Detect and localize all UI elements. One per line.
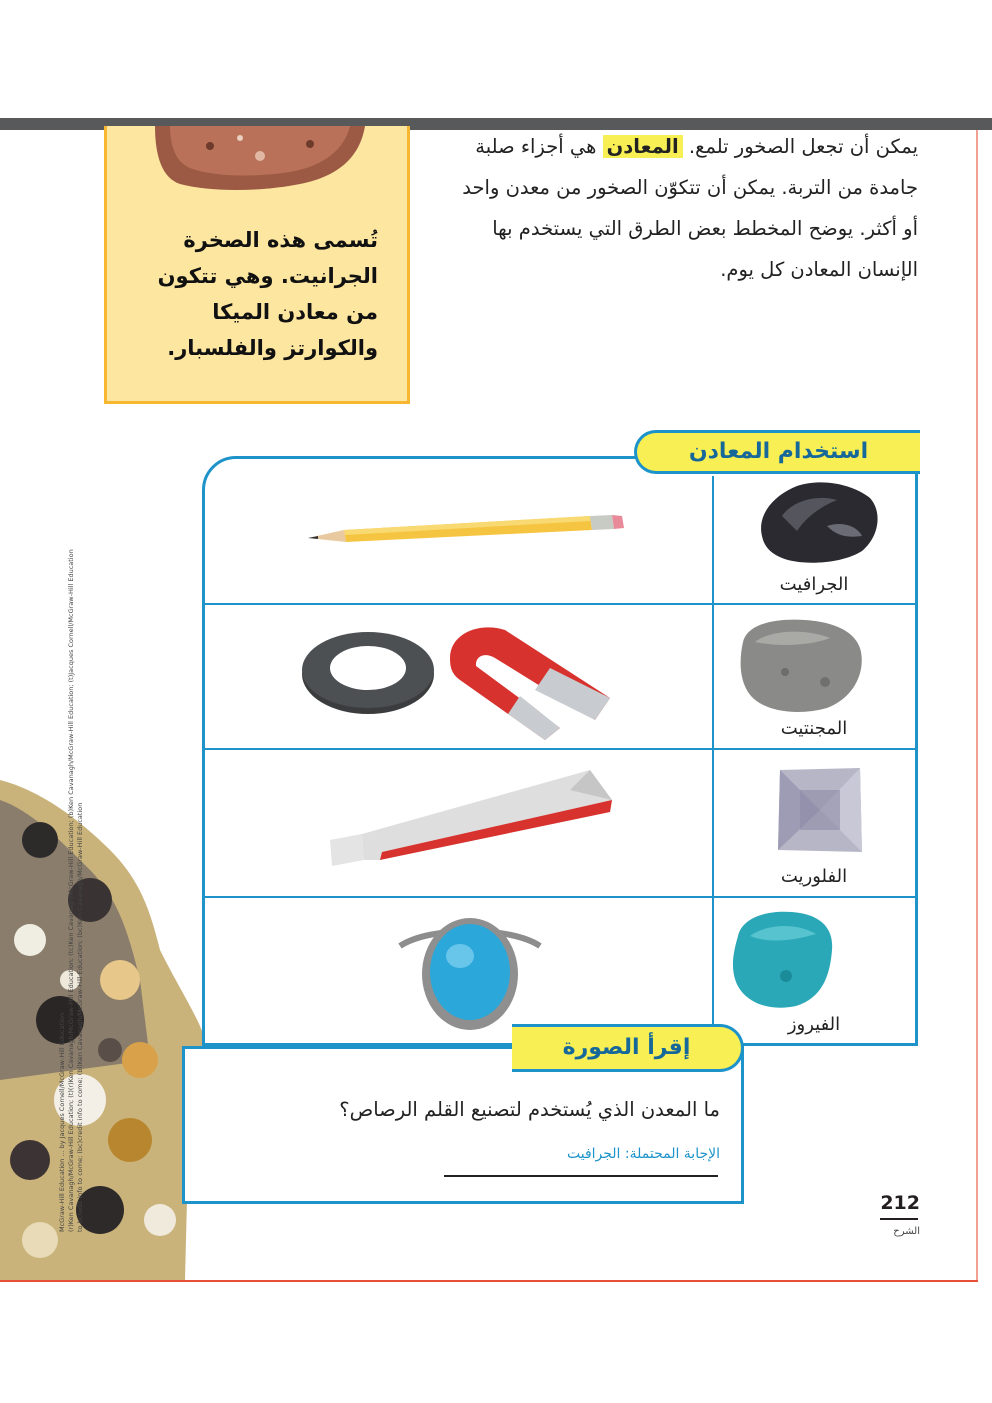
page-section-label: الشرح [893, 1226, 920, 1237]
question-text: ما المعدن الذي يُستخدم لتصنيع القلم الرصاص؟ [339, 1098, 720, 1121]
granite-rock-image [0, 780, 210, 1280]
ring-magnet-image [300, 618, 440, 718]
answer-text: الإجابة المحتملة: الجرافيت [566, 1146, 720, 1162]
credit-line: McGraw-Hill Education ... by Jacques Cornell/McGraw-Hill Education [58, 1012, 66, 1232]
mineral-label: الجرافيت [779, 574, 849, 595]
mineral-label: الفيروز [787, 1014, 841, 1035]
page-bottom-edge [0, 1280, 978, 1282]
body-paragraph [456, 126, 918, 290]
page-number-underline [880, 1218, 918, 1220]
table-title: استخدام المعادن [634, 430, 920, 474]
fluorite-image [770, 760, 870, 860]
body-rest: هي أجزاء صلبة جامدة من التربة. يمكن أن تتكوّن الصخور من معدن واحد أو أكثر. يوضح المخطط بعض الطرق التي يستخدم بها الإنسان المعادن كل يوم. [462, 135, 918, 281]
body-line-start: يمكن أن تجعل الصخور تلمع. [688, 135, 918, 158]
page-right-edge [976, 130, 978, 1282]
mineral-label: الفلوريت [780, 866, 848, 887]
table-row-divider [202, 603, 918, 605]
horseshoe-magnet-image [440, 618, 630, 742]
mineral-label: المجنتيت [780, 718, 848, 739]
granite-sample-image [150, 126, 370, 196]
credit-line: (r)Ken Cavanagh/McGraw-Hill Education; (t)(r)Ken Cavanagh/McGraw-Hill Education; (tc)Ken Cavanagh/McGraw-Hill Education; (b)Ken Cavanagh/McGraw-Hill Education; (t)Jacques Cornell/McGraw-Hill Education [67, 549, 75, 1232]
photo-credits [58, 222, 85, 1232]
highlighted-term: المعادن [603, 135, 683, 158]
table-column-divider [712, 476, 714, 1046]
magnetite-image [735, 612, 867, 716]
pencil-image [300, 508, 630, 552]
answer-line [444, 1175, 718, 1177]
table-row-divider [202, 896, 918, 898]
turquoise-ring-image [390, 906, 550, 1032]
read-picture-title: إقرأ الصورة [512, 1024, 744, 1072]
toothpaste-tube-image [320, 760, 620, 870]
table-row-divider [202, 748, 918, 750]
credit-line: to bcredit info to come; (bc)credit info to come; (bl)Ken Cavanagh/McGraw-Hill Education; (bc)Ken Cavanagh/McGraw-Hill Education [76, 802, 84, 1232]
graphite-image [752, 476, 884, 570]
page-number: 212 [880, 1192, 920, 1214]
turquoise-image [726, 906, 838, 1016]
caption-text: تُسمى هذه الصخرة الجرانيت. وهي تتكون من معادن الميكا والكوارتز والفلسبار. [157, 228, 378, 360]
